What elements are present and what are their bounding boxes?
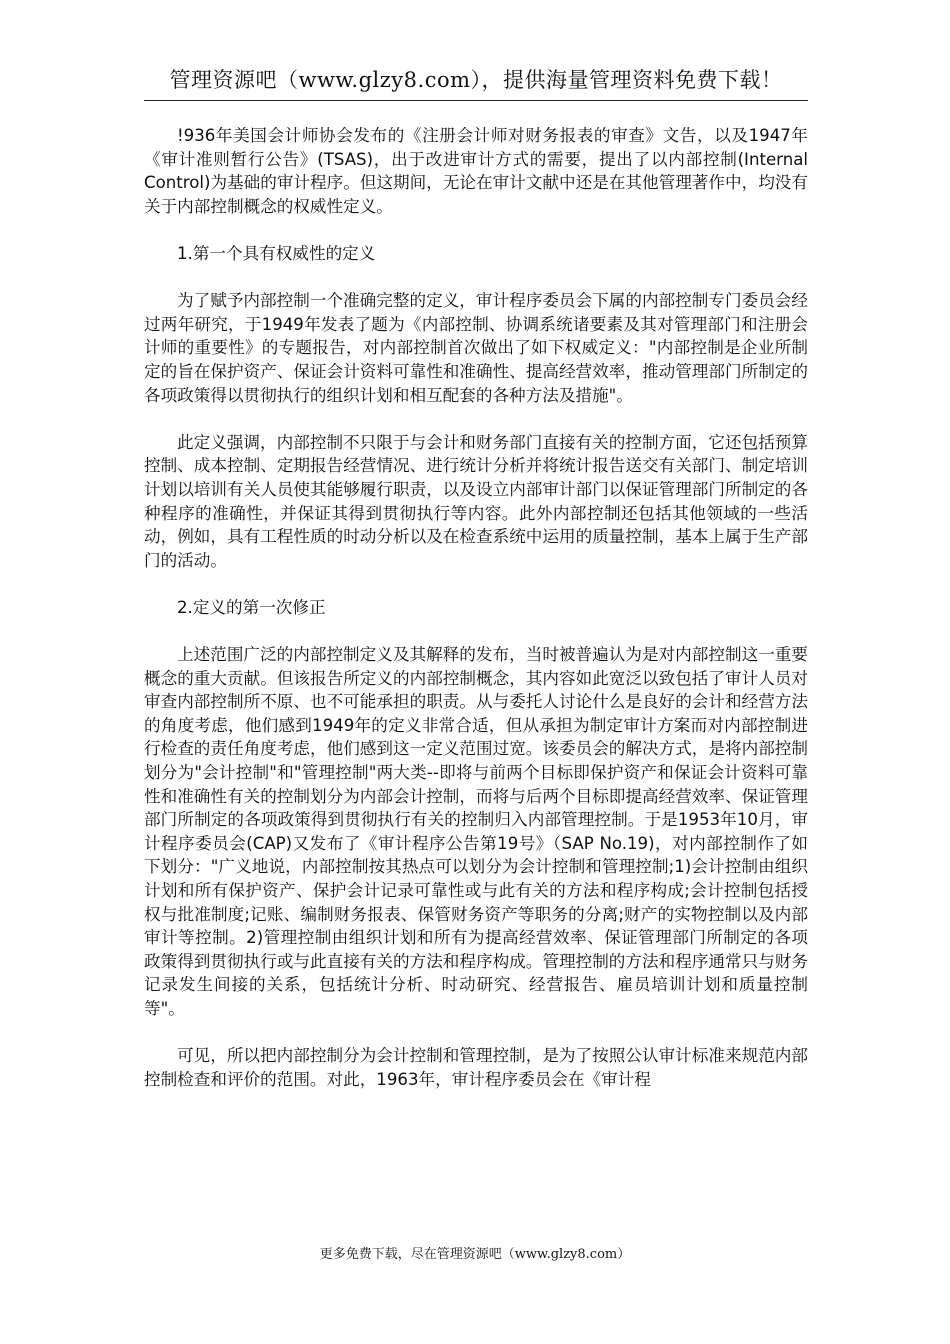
paragraph-first-revision: 上述范围广泛的内部控制定义及其解释的发布，当时被普遍认为是对内部控制这一重要概念的重大贡献。但该报告所定义的内部控制概念，其内容如此宽泛以致包括了审计人员对审查内部控制所不原、也不可能承担的职责。从与委托人讨论什么是良好的会计和经营方法的角度考虑，他们感到1949年的定义非常合适，但从承担为制定审计方案而对内部控制进行检查的责任角度考虑，他们感到这一定义范围过宽。该委员会的解决方式，是将内部控制划分为"会计控制"和"管理控制"两大类--即将与前两个目标即保护资产和保证会计资料可靠性和准确性有关的控制划分为内部会计控制，而将与后两个目标即提高经营效率、保证管理部门所制定的各项政策得到贯彻执行有关的控制归入内部管理控制。于是1953年10月，审计程序委员会(CAP)又发布了《审计程序公告第19号》（SAP No.19)，对内部控制作了如下划分："广义地说，内部控制按其热点可以划分为会计控制和管理控制;1)会计控制由组织计划和所有保护资产、保护会计记录可靠性或与此有关的方法和程序构成;会计控制包括授权与批准制度;记账、编制财务报表、保管财务资产等职务的分离;财产的实物控制以及内部审计等控制。2)管理控制由组织计划和所有为提高经营效率、保证管理部门所制定的各项政策得到贯彻执行或与此直接有关的方法和程序构成。管理控制的方法和程序通常只与财务记录发生间接的关系，包括统计分析、时动研究、经营报告、雇员培训计划和质量控制等"。 (144, 645, 808, 1018)
document-body (144, 124, 808, 1115)
paragraph-conclusion: 可见，所以把内部控制分为会计控制和管理控制，是为了按照公认审计标准来规范内部控制检查和评价的范围。对此，1963年，审计程序委员会在《审计程 (144, 1046, 808, 1089)
paragraph-definition-emphasis: 此定义强调，内部控制不只限于与会计和财务部门直接有关的控制方面，它还包括预算控制、成本控制、定期报告经营情况、进行统计分析并将统计报告送交有关部门、制定培训计划以培训有关人员使其能够履行职责，以及设立内部审计部门以保证管理部门所制定的各种程序的准确性，并保证其得到贯彻执行等内容。此外内部控制还包括其他领域的一些活动，例如，具有工程性质的时动分析以及在检查系统中运用的质量控制，基本上属于生产部门的活动。 (144, 432, 808, 570)
paragraph-1949-definition: 为了赋予内部控制一个准确完整的定义，审计程序委员会下属的内部控制专门委员会经过两年研究，于1949年发表了题为《内部控制、协调系统诸要素及其对管理部门和注册会计师的重要性》的专题报告，对内部控制首次做出了如下权威定义："内部控制是企业所制定的旨在保护资产、保证会计资料可靠性和准确性、提高经营效率，推动管理部门所制定的各项政策得以贯彻执行的组织计划和相互配套的各种方法及措施"。 (144, 291, 808, 405)
section-heading-1: 1.第一个具有权威性的定义 (177, 243, 376, 263)
page-footer: 更多免费下载，尽在管理资源吧（www.glzy8.com） (319, 1247, 631, 1262)
section-heading-2: 2.定义的第一次修正 (177, 597, 326, 617)
page-header: 管理资源吧（www.glzy8.com），提供海量管理资料免费下载！ (144, 64, 808, 101)
paragraph-intro: !936年美国会计师协会发布的《注册会计师对财务报表的审查》文告，以及1947年《审计准则暂行公告》(TSAS)，出于改进审计方式的需要，提出了以内部控制(Internal Control)为基础的审计程序。但这期间，无论在审计文献中还是在其他管理著作中，均没有关于内部控制概念的权威性定义。 (144, 126, 808, 216)
